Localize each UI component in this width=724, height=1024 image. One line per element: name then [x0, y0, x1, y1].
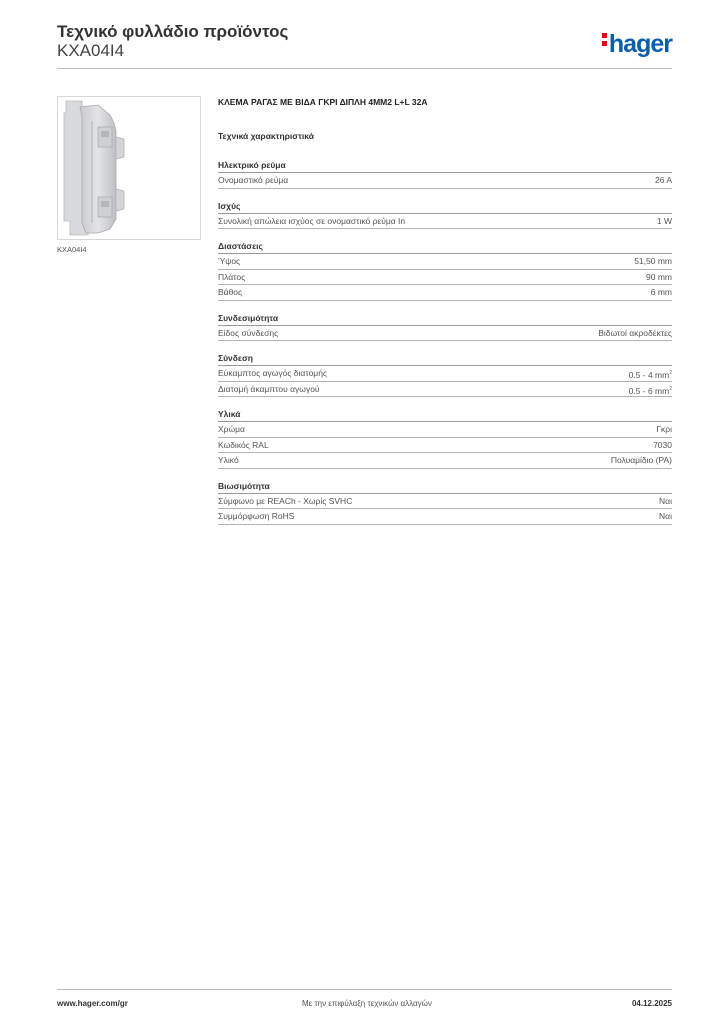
spec-row: [218, 214, 672, 230]
spec-label: Πλάτος: [218, 271, 246, 282]
spec-value: [629, 366, 672, 381]
spec-content: [218, 97, 672, 535]
spec-group: [218, 479, 672, 525]
spec-label: Βάθος: [218, 287, 243, 297]
spec-label: Κωδικός RAL: [218, 439, 269, 450]
spec-value-text: 51,50 mm: [634, 256, 672, 266]
footer-divider: [57, 989, 672, 990]
spec-value-text: 0.5 - 6 mm: [628, 385, 670, 396]
spec-row: [218, 453, 672, 469]
spec-group: [218, 199, 672, 230]
spec-group-title: Συνδεσιμότητα: [218, 311, 672, 326]
logo-dots-icon: [602, 33, 607, 49]
spec-row: [218, 326, 672, 342]
spec-value-text: Ναι: [659, 511, 672, 521]
spec-value: [611, 453, 672, 468]
spec-value-text: Πολυαμίδιο (PA): [610, 455, 672, 465]
spec-group-title: Ηλεκτρικό ρεύμα: [218, 158, 672, 173]
spec-value-text: 90 mm: [646, 271, 672, 282]
spec-label: Διατομή άκαμπτου αγωγού: [218, 383, 320, 394]
spec-value: [655, 173, 672, 188]
spec-label: Συνολική απώλεια ισχύος σε ονομαστικό ρεύμα In: [218, 215, 406, 226]
spec-value: [659, 494, 672, 509]
spec-value: [659, 509, 672, 524]
spec-group-title: Βιωσιμότητα: [218, 479, 672, 494]
spec-label: Ονομαστικό ρεύμα: [218, 175, 289, 185]
spec-group-title: Ισχύς: [218, 199, 672, 214]
spec-value-text: 26 A: [654, 175, 672, 185]
spec-group: [218, 311, 672, 342]
spec-label: Είδος σύνδεσης: [218, 327, 279, 338]
spec-row: [218, 509, 672, 525]
footer-website[interactable]: www.hager.com/gr: [57, 999, 128, 1008]
spec-value: [629, 382, 672, 397]
spec-row: [218, 270, 672, 286]
footer-notice: Με την επιφύλαξη τεχνικών αλλαγών: [302, 999, 432, 1008]
spec-value-text: Γκρι: [656, 424, 672, 434]
spec-label: Σύμφωνο με REACh - Χωρίς SVHC: [218, 495, 353, 506]
spec-value-superscript: 2: [669, 385, 672, 392]
spec-value-superscript: 2: [669, 370, 672, 376]
product-code: KXA04I4: [57, 41, 125, 60]
product-image: [57, 96, 201, 240]
spec-label: Ύψος: [218, 256, 241, 266]
page-header: [57, 22, 672, 70]
spec-value-text: 1 W: [656, 215, 672, 226]
spec-value: [653, 438, 672, 453]
spec-label: Συμμόρφωση RoHS: [218, 511, 295, 521]
spec-value: [657, 214, 672, 229]
spec-row: [218, 285, 672, 301]
footer-date: 04.12.2025: [631, 999, 672, 1008]
header-divider: [57, 68, 672, 69]
hager-logo: [602, 30, 672, 59]
spec-label: Υλικό: [218, 455, 239, 465]
spec-row: [218, 173, 672, 189]
product-name: ΚΛΕΜΑ ΡΑΓΑΣ ΜΕ ΒΙΔΑ ΓΚΡΙ ΔΙΠΛΗ 4ΜΜ2 L+L 32A: [218, 97, 428, 107]
section-title: Τεχνικά χαρακτηριστικά: [218, 131, 314, 141]
spec-row: [218, 254, 672, 270]
spec-row: [218, 438, 672, 454]
spec-value: [656, 422, 672, 437]
spec-value-text: 7030: [653, 439, 672, 450]
spec-row: [218, 382, 672, 398]
spec-label: Εύκαμπτος αγωγός διατομής: [218, 368, 328, 378]
spec-value-text: 0.5 - 4 mm: [628, 370, 670, 380]
spec-value: [651, 285, 672, 300]
spec-group: [218, 158, 672, 189]
spec-group-title: Σύνδεση: [218, 351, 672, 366]
spec-group-title: Υλικά: [218, 407, 672, 422]
terminal-block-illustration: [58, 97, 200, 239]
spec-groups: [218, 158, 672, 525]
spec-group: [218, 351, 672, 397]
document-title: Τεχνικό φυλλάδιο προϊόντος: [57, 22, 289, 41]
spec-value: [598, 326, 672, 341]
spec-value: [634, 254, 672, 269]
spec-group: [218, 407, 672, 469]
spec-value-text: Βιδωτοί ακροδέκτες: [598, 327, 672, 338]
spec-value-text: 6 mm: [650, 287, 672, 297]
logo-text: hager: [608, 30, 672, 58]
spec-row: [218, 366, 672, 382]
spec-group-title: Διαστάσεις: [218, 239, 672, 254]
spec-value: [646, 270, 672, 285]
spec-label: Χρώμα: [218, 424, 245, 434]
spec-value-text: Ναι: [659, 495, 672, 506]
spec-row: [218, 422, 672, 438]
spec-row: [218, 494, 672, 510]
image-caption: KXA04I4: [57, 245, 87, 254]
spec-group: [218, 239, 672, 301]
